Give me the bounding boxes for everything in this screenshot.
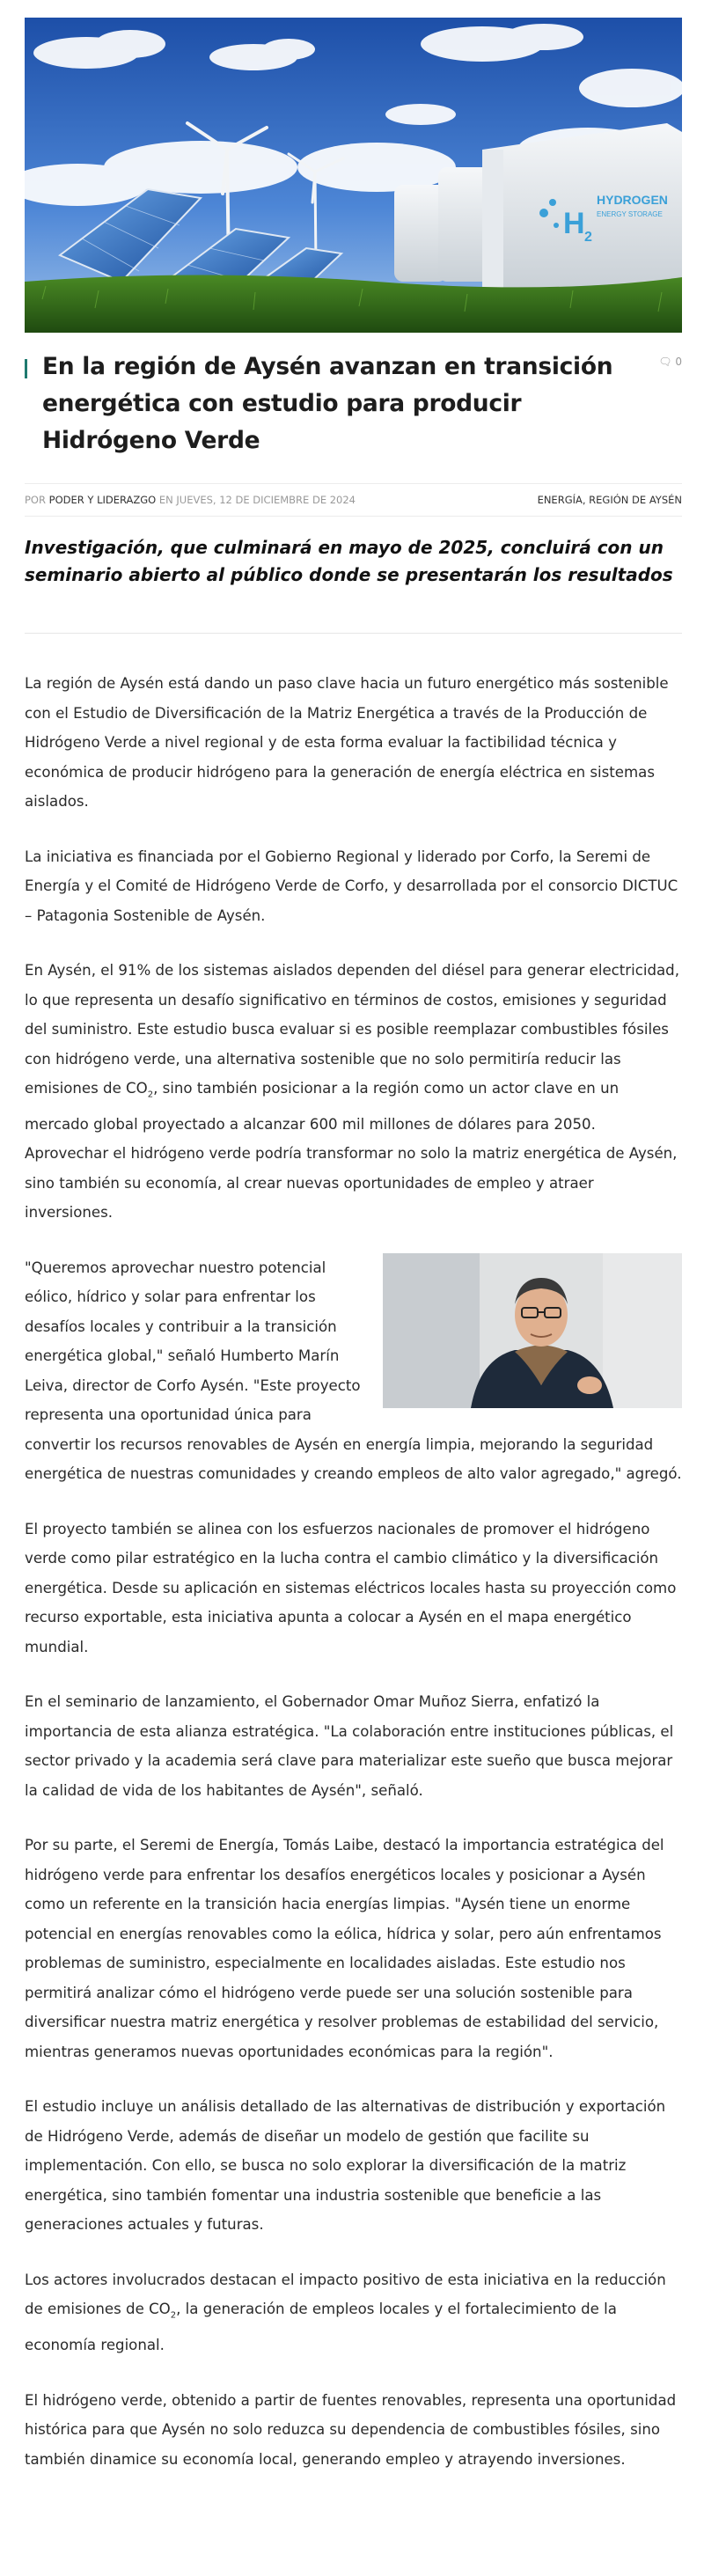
publish-date: EN JUEVES, 12 DE DICIEMBRE DE 2024: [158, 494, 356, 506]
by-label: POR: [25, 494, 46, 506]
h2-symbol: H: [563, 207, 585, 240]
article-header: [25, 349, 682, 459]
interview-photo: [383, 1253, 682, 1408]
paragraph: La iniciativa es financiada por el Gobierno Regional y liderado por Corfo, la Seremi de Energía y el Comité de Hidrógeno Verde de Corfo, y desarrollada por el consorcio DICTUC – Patagonia Sostenible de Aysén.: [25, 848, 678, 924]
paragraph: "Queremos aprovechar nuestro potencial eólico, hídrico y solar para enfrentar los desafíos locales y contribuir a la transición energética global," señaló Humberto Marín Leiva, director de Corfo Aysén. "Este proyecto representa una oportunidad única para convertir los recursos renovables de Aysén en energía limpia, mejorando la seguridad energética de nuestras comunidades y creando empleos de alto valor agregado," agregó.: [25, 1259, 682, 1483]
category-link[interactable]: ENERGÍA: [537, 494, 583, 506]
subscript: 2: [147, 1090, 154, 1100]
comment-icon: 🗨: [658, 356, 672, 368]
paragraph-text: , la generación de empleos locales y el fortalecimiento de la economía regional.: [25, 2301, 617, 2354]
comment-count-value: 0: [675, 356, 682, 368]
paragraph: [25, 956, 682, 1228]
paragraph: La región de Aysén está dando un paso clave hacia un futuro energético más sostenible con el Estudio de Diversificación de la Matriz Energética a través de la Producción de Hidrógeno Verde a nivel regional y de esta forma evaluar la factibilidad técnica y económica de producir hidrógeno para la generación de energía eléctrica en sistemas aislados.: [25, 675, 669, 810]
article-title: En la región de Aysén avanzan en transición energética con estudio para producir Hidrógeno Verde: [42, 353, 613, 454]
hero-illustration: [25, 18, 682, 333]
category-link[interactable]: REGIÓN DE AYSÉN: [589, 494, 682, 506]
paragraph: El estudio incluye un análisis detallado de las alternativas de distribución y exportación de Hidrógeno Verde, además de diseñar un modelo de gestión que facilite su implementación. Con ello, se busca no solo explorar la diversificación de la matriz energética, sino también fomentar una industria sostenible que beneficie a las generaciones actuales y futuras.: [25, 2098, 666, 2234]
h2-subscript: 2: [584, 230, 592, 245]
paragraph: El proyecto también se alinea con los esfuerzos nacionales de promover el hidrógeno verde como pilar estratégico en la lucha contra el cambio climático y la diversificación energética. Desde su aplicación en sistemas eléctricos locales hasta su proyección como recurso exportable, esta iniciativa apunta a colocar a Aysén en el mapa energético mundial.: [25, 1520, 677, 1655]
article-body: [25, 669, 682, 2499]
comment-count[interactable]: [658, 356, 682, 368]
category-separator: ,: [582, 494, 590, 506]
title-accent-bar: [25, 359, 27, 378]
divider: [25, 633, 682, 634]
energy-storage-label: ENERGY STORAGE: [597, 210, 663, 218]
hydrogen-label: HYDROGEN: [597, 193, 668, 207]
paragraph-text: En Aysén, el 91% de los sistemas aislados dependen del diésel para generar electricidad, lo que representa un desafío significativo en términos de costos, emisiones y seguridad del suministro. Este estudio busca evaluar si es posible reemplazar combustibles fósiles con hidrógeno verde, una alternativa sostenible que no solo permitiría reducir las emisiones de CO: [25, 962, 679, 1097]
article-lead: Investigación, que culminará en mayo de 2025, concluirá con un seminario abierto al público donde se presentarán los resultados: [25, 537, 673, 585]
paragraph: En el seminario de lanzamiento, el Gobernador Omar Muñoz Sierra, enfatizó la importancia de esta alianza estratégica. "La colaboración entre instituciones públicas, el sector privado y la academia será clave para materializar este sueño que busca mejorar la calidad de vida de los habitantes de Aysén", señaló.: [25, 1693, 674, 1799]
author-link[interactable]: PODER Y LIDERAZGO: [48, 494, 157, 506]
article-meta: [25, 483, 682, 517]
hero-image: [25, 18, 682, 333]
paragraph: [25, 2265, 682, 2360]
paragraph: Por su parte, el Seremi de Energía, Tomás Laibe, destacó la importancia estratégica del hidrógeno verde para enfrentar los desafíos energéticos locales y posicionar a Aysén como un referente en la transición hacia energías limpias. "Aysén tiene un enorme potencial en energías renovables como la eólica, hídrica y solar, pero aún enfrentamos problemas de suministro, especialmente en localidades aisladas. Este estudio nos permitirá analizar cómo el hidrógeno verde puede ser una solución sostenible para diversificar nuestra matriz energética y resolver problemas de estabilidad del servicio, mientras generamos nuevas oportunidades económicas para la región".: [25, 1837, 664, 2060]
paragraph-text: Los actores involucrados destacan el impacto positivo de esta iniciativa en la reducción de emisiones de CO: [25, 2271, 666, 2318]
portrait-illustration: [383, 1253, 682, 1408]
subscript: 2: [170, 2310, 177, 2321]
paragraph-text: , sino también posicionar a la región como un actor clave en un mercado global proyectado a alcanzar 600 mil millones de dólares para 2050. Aprovechar el hidrógeno verde podría transformar no solo la matriz energética de Aysén, sino también su economía, al crear nuevas oportunidades de empleo y atraer inversiones.: [25, 1080, 678, 1222]
paragraph: El hidrógeno verde, obtenido a partir de fuentes renovables, representa una oportunidad histórica para que Aysén no solo reduzca su dependencia de combustibles fósiles, sino también dinamice su economía local, generando empleo y atrayendo inversiones.: [25, 2391, 677, 2468]
